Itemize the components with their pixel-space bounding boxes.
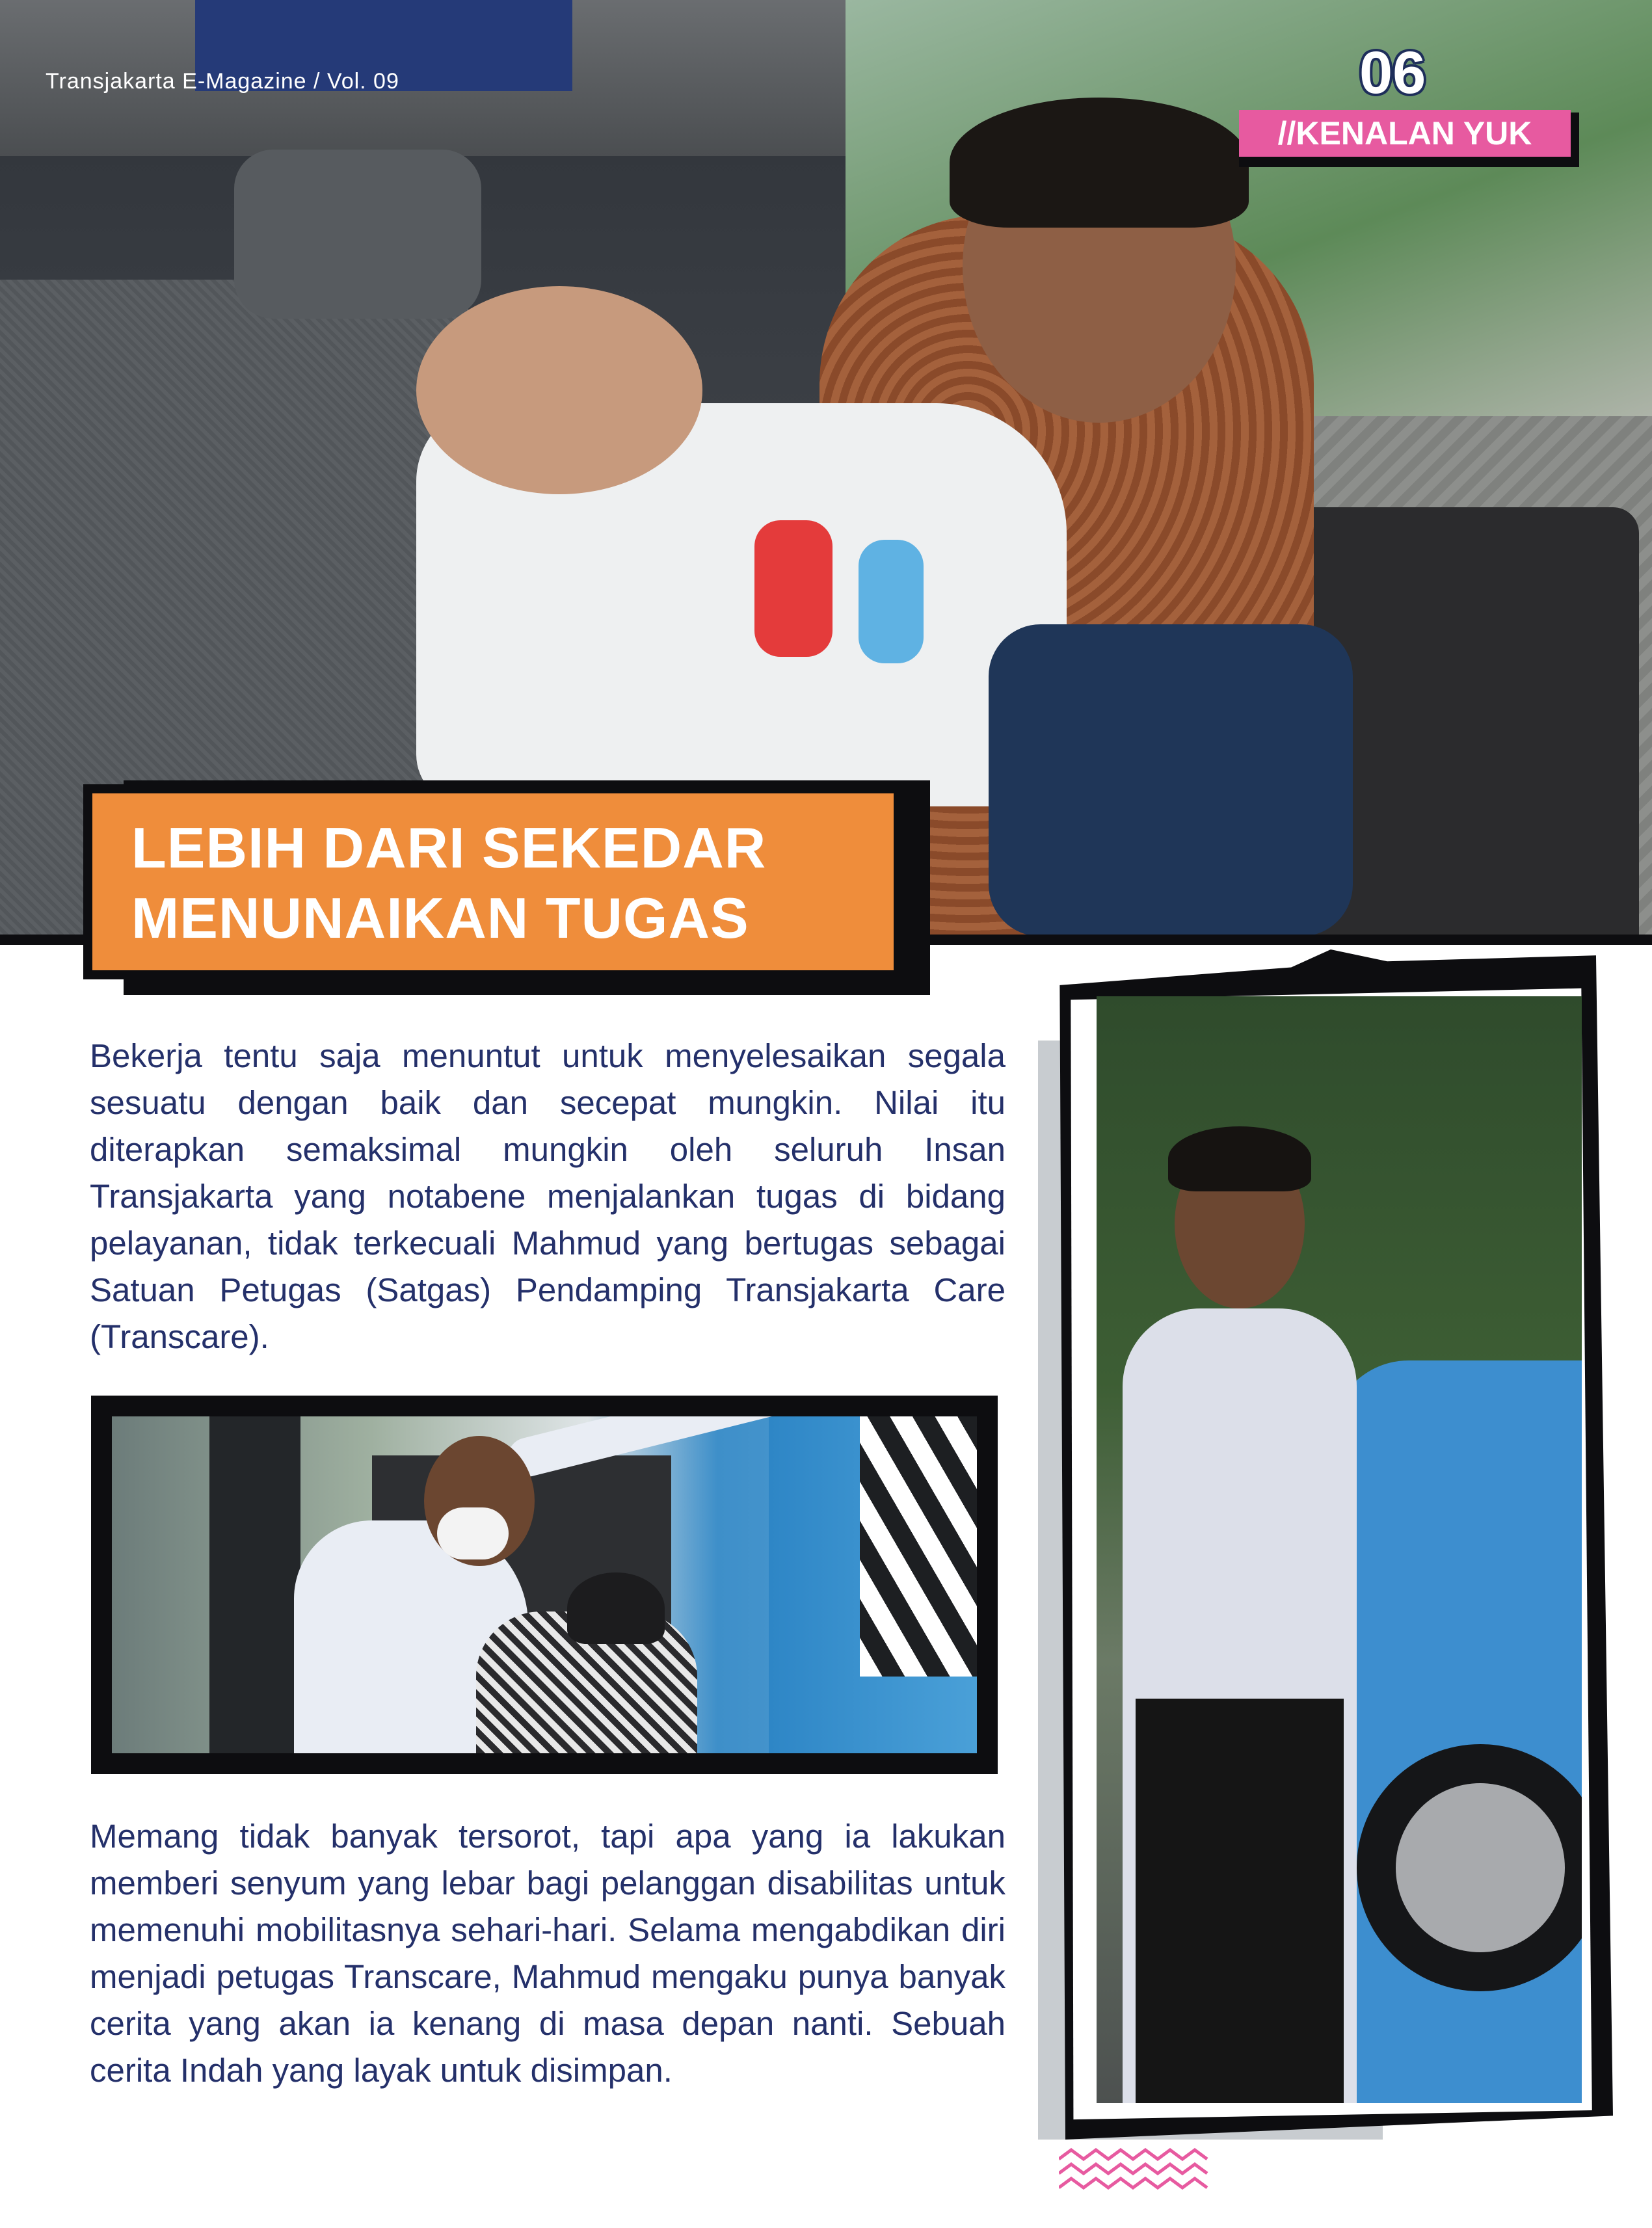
magazine-header: Transjakarta E-Magazine / Vol. 09 [46,69,399,94]
article-title-inner [92,793,894,970]
title-line-2: MENUNAIKAN TUGAS [131,886,749,950]
article-title-box [83,784,903,979]
article-paragraph-1: Bekerja tentu saja menuntut untuk menyelesaikan segala sesuatu dengan baik dan secepat mungkin. Nilai itu diterapkan semaksimal mungkin oleh seluruh Insan Transjakarta yang notabene menjalankan tugas di bidang pelayanan, tidak terkecuali Mahmud yang bertugas sebagai Satuan Petugas (Satgas) Pendamping Transjakarta Care (Transcare). [90,1037,1006,1355]
article-paragraph-2: Memang tidak banyak tersorot, tapi apa yang ia lakukan memberi senyum yang lebar bagi pelanggan disabilitas untuk memenuhi mobilitasnya sehari-hari. Selama mengabdikan diri menjadi petugas Transcare, Mahmud mengaku punya banyak cerita yang akan ia kenang di masa depan nanti. Sebuah cerita Indah yang layak untuk disimpan. [90,1818,1006,2089]
passenger-head [416,286,702,494]
face-mask [437,1507,509,1559]
assist-photo [112,1416,977,1753]
page-number: 06 [1359,40,1426,106]
section-tag [1239,113,1579,167]
bus-stripes [860,1416,977,1677]
officer-hair [1168,1126,1311,1191]
blue-jacket [989,624,1353,936]
zigzag-ornament [1059,2146,1208,2192]
assist-photo-frame [91,1396,998,1774]
bus-body [1331,1360,1582,2103]
vehicle-door [209,1416,300,1753]
portrait-photo [1097,996,1582,2103]
shirt-logo-red [754,520,833,657]
officer-pants [1136,1699,1344,2103]
title-line-1: LEBIH DARI SEKEDAR [131,816,767,880]
seat-headrest [234,150,481,319]
shirt-logo-blue [859,540,924,663]
passenger-cap [567,1572,665,1644]
section-tag-label: //KENALAN YUK [1239,110,1571,157]
wheel-rim [1396,1783,1565,1952]
officer-hair [950,98,1249,228]
